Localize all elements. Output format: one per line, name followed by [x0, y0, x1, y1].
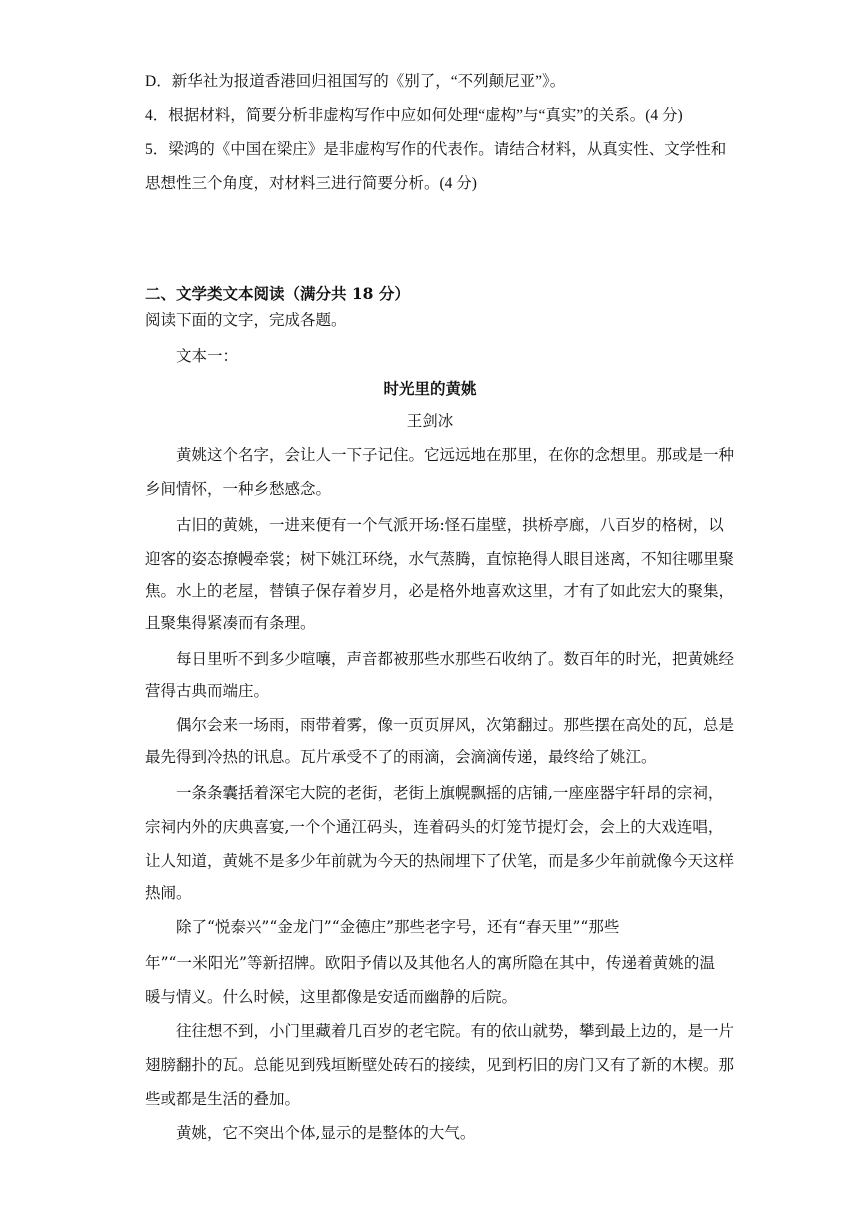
article-title: 时光里的黄姚: [383, 379, 477, 398]
body-line: 迎客的姿态撩幔牵裳；树下姚江环绕，水气蒸腾，直惊艳得人眼目迷离，不知往哪里聚: [145, 550, 735, 568]
section-instruction: 阅读下面的文字，完成各题。: [145, 311, 347, 329]
body-line: 最先得到冷热的讯息。瓦片承受不了的雨滴，会滴滴传递，最终给了姚江。: [145, 748, 657, 766]
body-line: 年”“一米阳光”等新招牌。欧阳予倩以及其他名人的寓所隐在其中，传递着黄姚的温: [145, 954, 715, 972]
question-5-line-1: 5．梁鸿的《中国在梁庄》是非虚构写作的代表作。请结合材料，从真实性、文学性和: [145, 141, 727, 158]
body-line: 暖与情义。什么时候，这里都像是安适而幽静的后院。: [145, 988, 518, 1006]
question-5-line-2: 思想性三个角度，对材料三进行简要分析。(4 分): [145, 175, 477, 192]
body-line: 每日里听不到多少喧嚷，声音都被那些水那些石收纳了。数百年的时光，把黄姚经: [176, 650, 735, 668]
body-line: 让人知道，黄姚不是多少年前就为今天的热闹埋下了伏笔，而是多少年前就像今天这样: [145, 852, 735, 870]
body-line: 一条条囊括着深宅大院的老街，老街上旗幌飘摇的店铺,一座座器宇轩昂的宗祠，: [176, 784, 724, 802]
body-line: 往往想不到，小门里藏着几百岁的老宅院。有的依山就势，攀到最上边的，是一片: [176, 1022, 735, 1040]
section-heading: 二、文学类文本阅读（满分共 18 分）: [145, 284, 410, 303]
body-line: 除了“悦泰兴”“金龙门”“金德庄”那些老字号，还有“春天里”“那些: [176, 918, 620, 936]
body-line: 乡间情怀，一种乡愁感念。: [145, 480, 332, 498]
question-4: 4．根据材料，简要分析非虚构写作中应如何处理“虚构”与“真实”的关系。(4 分): [145, 107, 683, 124]
question-3-option-d: D．新华社为报道香港回归祖国写的《别了，“不列颠尼亚”》。: [145, 73, 566, 90]
body-line: 营得古典而端庄。: [145, 682, 270, 700]
article-author: 王剑冰: [406, 412, 454, 430]
body-line: 黄姚这个名字，会让人一下子记住。它远远地在那里，在你的念想里。那或是一种: [176, 446, 735, 464]
body-line: 古旧的黄姚，一进来便有一个气派开场:怪石崖壁，拱桥亭廊，八百岁的格树，以: [176, 516, 724, 534]
body-line: 且聚集得紧凑而有条理。: [145, 614, 316, 632]
body-line: 黄姚，它不突出个体,显示的是整体的大气。: [176, 1124, 476, 1142]
body-line: 偶尔会来一场雨，雨带着雾，像一页页屏风，次第翻过。那些摆在高处的瓦，总是: [176, 716, 735, 734]
body-line: 宗祠内外的庆典喜宴,一个个通江码头，连着码头的灯笼节提灯会，会上的大戏连唱，: [145, 818, 724, 836]
text-label: 文本一：: [176, 347, 239, 365]
body-line: 翅膀翻扑的瓦。总能见到残垣断壁处砖石的接续，见到朽旧的房门又有了新的木楔。那: [145, 1056, 735, 1074]
body-line: 焦。水上的老屋，替镇子保存着岁月，必是格外地喜欢这里，才有了如此宏大的聚集，: [145, 582, 735, 600]
body-line: 热闹。: [145, 884, 192, 902]
body-line: 些或都是生活的叠加。: [145, 1090, 301, 1108]
